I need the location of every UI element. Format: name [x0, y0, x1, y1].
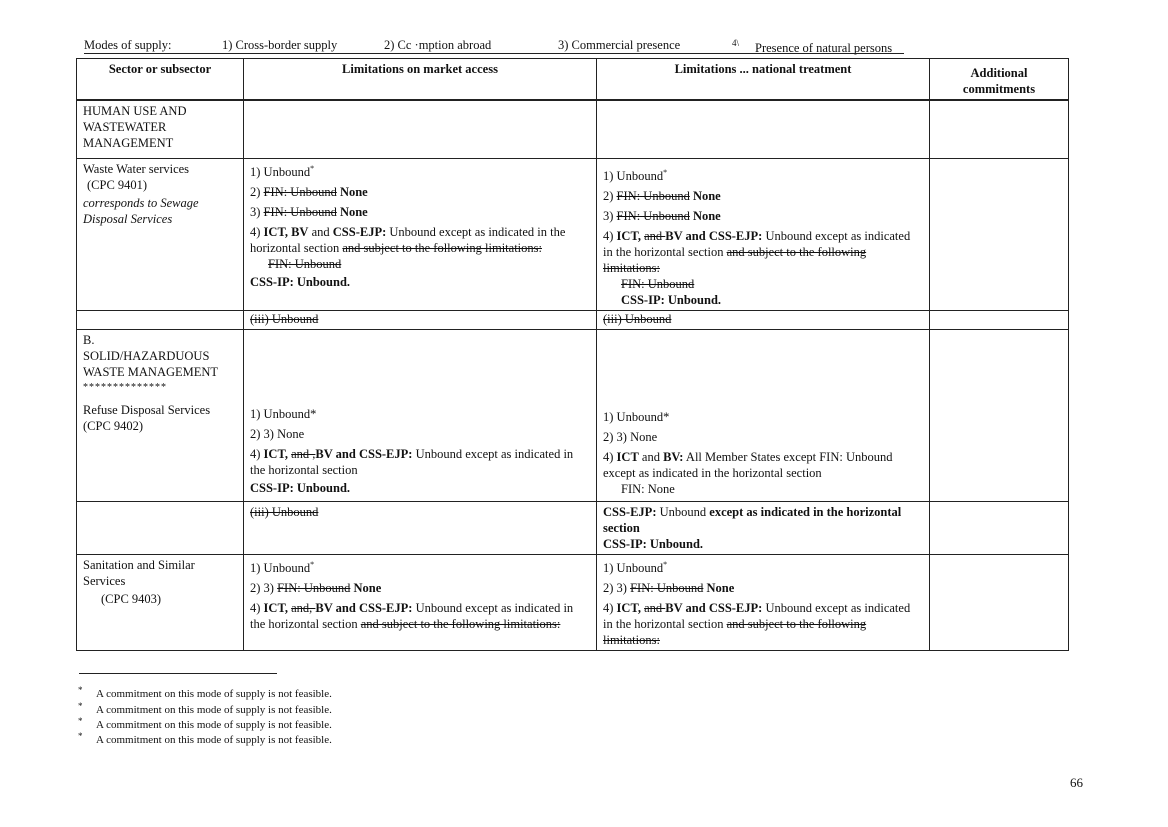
schedule-table	[76, 100, 1069, 651]
human-use-title: HUMAN USE AND WASTEWATER MANAGEMENT	[83, 104, 187, 150]
sector-cell	[77, 101, 244, 159]
modes-label: Modes of supply:	[84, 38, 172, 52]
header-table	[76, 58, 1069, 100]
sector-cell: Sanitation and Similar Services (CPC 9403)	[77, 555, 244, 651]
mode-4: 4\	[732, 38, 740, 48]
table-row: (iii) Unbound CSS-EJP: Unbound except as indicated in the horizontal section CSS-IP: Unbound.	[77, 502, 1069, 555]
market-access-cell: 1) Unbound* 2) 3) None 4) ICT, and ,BV and CSS-EJP: Unbound except as indicated in the horizontal section CSS-IP: Unbound.	[244, 330, 597, 502]
table-row	[77, 555, 1069, 651]
waste-water-cpc: (CPC 9401)	[87, 178, 148, 192]
sector-cell: B. SOLID/HAZARDUOUS WASTE MANAGEMENT ************** Refuse Disposal Services (CPC 9402)	[77, 330, 244, 502]
waste-iii-nt: (iii) Unbound	[603, 312, 672, 327]
waste-water-note: corresponds to Sewage Disposal Services	[83, 196, 199, 226]
header-additional: Additional commitments	[930, 59, 1069, 100]
table-row	[77, 159, 1069, 311]
market-access-cell: 1) Unbound* 2) FIN: Unbound None 3) FIN: Unbound None 4) ICT, BV and CSS-EJP: Unbound except as indicated in the horizontal section and subject to the following limitations: FIN: Unbound CSS-IP: Unbound.	[244, 159, 597, 311]
header-national-treatment: Limitations ... national treatment	[597, 59, 930, 100]
modes-underline	[84, 53, 904, 54]
national-treatment-cell: 1) Unbound* 2) 3) None 4) ICT and BV: All Member States except FIN: Unbound except as indicated in the horizontal section FIN: None	[597, 330, 930, 502]
mode-3: 3) Commercial presence	[558, 38, 681, 52]
waste-water-sector: Waste Water services	[83, 162, 190, 176]
page-number: 66	[1070, 775, 1083, 790]
solid-waste-title: SOLID/HAZARDUOUS WASTE MANAGEMENT	[83, 349, 219, 380]
modes-of-supply	[84, 38, 914, 58]
mode-2: 2) Cc ·mption abroad	[384, 38, 492, 52]
header-sector: Sector or subsector	[77, 59, 244, 100]
mode-1: 1) Cross-border supply	[222, 38, 338, 52]
national-treatment-cell: 1) Unbound* 2) 3) FIN: Unbound None 4) ICT, and BV and CSS-EJP: Unbound except as indicated in the horizontal section and subject to the following limitations:	[597, 555, 930, 651]
market-access-cell: 1) Unbound* 2) 3) FIN: Unbound None 4) ICT, and, BV and CSS-EJP: Unbound except as indicated in the horizontal section and subject to the following limitations:	[244, 555, 597, 651]
header-market-access: Limitations on market access	[244, 59, 597, 100]
national-treatment-cell: 1) Unbound* 2) FIN: Unbound None 3) FIN: Unbound None 4) ICT, and BV and CSS-EJP: Unbound except as indicated in the horizontal section and subject to the following limitations: FIN: Unbound CSS-IP: Unbound.	[597, 159, 930, 311]
sector-cell	[77, 159, 244, 311]
mode-4-label: Presence of natural persons	[755, 41, 893, 55]
table-row	[77, 311, 1069, 330]
waste-iii-ma: (iii) Unbound	[250, 312, 319, 327]
table-row	[77, 330, 1069, 502]
table-row	[77, 101, 1069, 159]
footnote-divider	[79, 673, 277, 674]
